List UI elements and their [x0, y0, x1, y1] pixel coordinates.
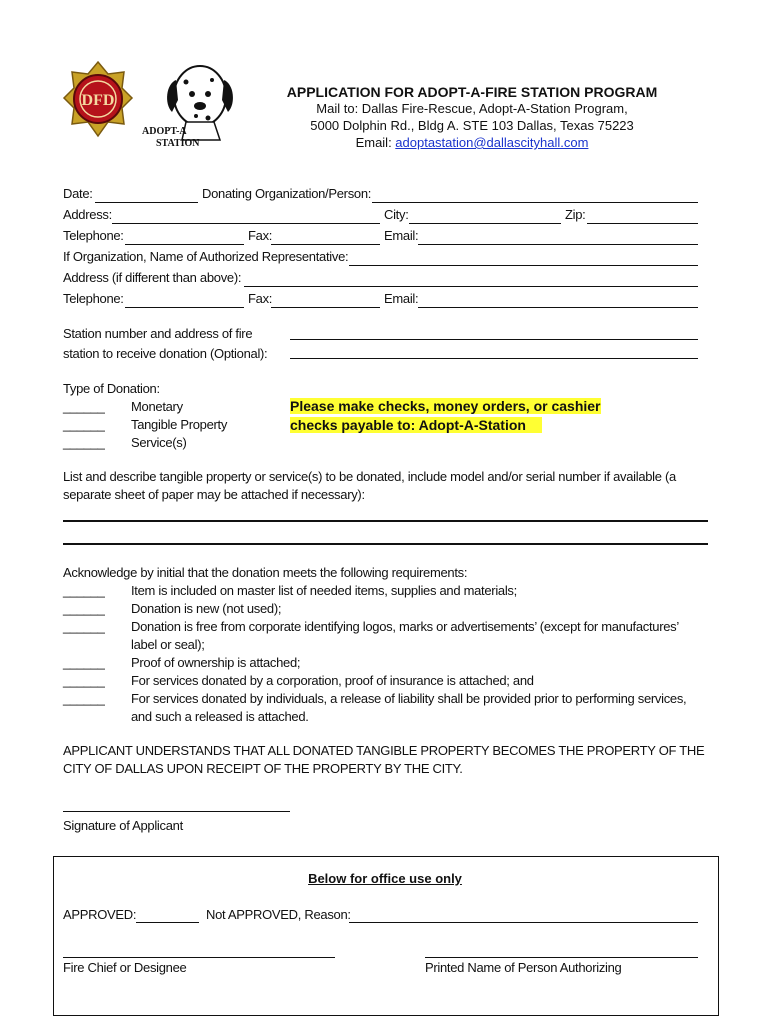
describe-field-1[interactable]: [63, 520, 708, 522]
acknowledge-intro: Acknowledge by initial that the donation meets the following requirements:: [63, 565, 468, 580]
fire-chief-signature-field[interactable]: [63, 957, 335, 958]
donating-field[interactable]: [372, 202, 698, 203]
approved-field[interactable]: [136, 922, 199, 923]
approved-label: APPROVED:: [63, 907, 137, 922]
ack-blank-2[interactable]: ______: [63, 601, 105, 616]
monetary-blank[interactable]: ______: [63, 399, 105, 414]
zip-label: Zip:: [565, 207, 586, 222]
svg-text:ADOPT-A: ADOPT-A: [142, 126, 187, 137]
date-label: Date:: [63, 186, 93, 201]
fax2-field[interactable]: [271, 307, 380, 308]
ack-blank-6[interactable]: ______: [63, 691, 105, 706]
payment-notice: [290, 397, 601, 435]
ack-blank-4[interactable]: ______: [63, 655, 105, 670]
address-line: 5000 Dolphin Rd., Bldg A. STE 103 Dallas, Texas 75223: [310, 118, 634, 133]
statement-line-1: APPLICANT UNDERSTANDS THAT ALL DONATED TANGIBLE PROPERTY BECOMES THE PROPERTY OF THE: [63, 743, 705, 758]
ack-blank-3[interactable]: ______: [63, 619, 105, 634]
ack-item-6: For services donated by individuals, a release of liability shall be provided prior to performing services,: [131, 691, 687, 706]
city-field[interactable]: [409, 223, 561, 224]
services-option: Service(s): [131, 435, 187, 450]
telephone2-label: Telephone:: [63, 291, 124, 306]
svg-text:DFD: DFD: [81, 92, 115, 109]
address-alt-label: Address (if different than above):: [63, 270, 242, 285]
adopt-a-station-logo: [138, 60, 238, 152]
station-field-2[interactable]: [290, 358, 698, 359]
svg-text:STATION: STATION: [156, 138, 200, 149]
tangible-option: Tangible Property: [131, 417, 228, 432]
office-heading: Below for office use only: [308, 871, 462, 886]
payment-notice-line-1: Please make checks, money orders, or cashier: [290, 398, 601, 414]
fax2-label: Fax:: [248, 291, 273, 306]
station-field-1[interactable]: [290, 339, 698, 340]
zip-field[interactable]: [587, 223, 698, 224]
not-approved-label: Not APPROVED, Reason:: [206, 907, 351, 922]
tangible-blank[interactable]: ______: [63, 417, 105, 432]
printed-name-label: Printed Name of Person Authorizing: [425, 960, 622, 975]
ack-item-4: Proof of ownership is attached;: [131, 655, 301, 670]
signature-field[interactable]: [63, 811, 290, 812]
telephone-field[interactable]: [125, 244, 244, 245]
address-label: Address:: [63, 207, 112, 222]
email2-label: Email:: [384, 291, 419, 306]
printed-name-field[interactable]: [425, 957, 698, 958]
dfd-logo: [62, 60, 134, 140]
address-alt-field[interactable]: [244, 286, 698, 287]
station-label-2: station to receive donation (Optional):: [63, 346, 268, 361]
email-field[interactable]: [418, 244, 698, 245]
ack-item-3-cont: label or seal);: [131, 637, 205, 652]
rep-field[interactable]: [349, 265, 698, 266]
payment-notice-line-2: checks payable to: Adopt-A-Station: [290, 417, 542, 433]
address-field[interactable]: [112, 223, 380, 224]
telephone-label: Telephone:: [63, 228, 124, 243]
donation-type-label: Type of Donation:: [63, 381, 160, 396]
date-field[interactable]: [95, 202, 198, 203]
city-label: City:: [384, 207, 409, 222]
ack-item-1: Item is included on master list of needed items, supplies and materials;: [131, 583, 517, 598]
fax-field[interactable]: [271, 244, 380, 245]
ack-item-3: Donation is free from corporate identifying logos, marks or advertisements’ (except for manufactures’: [131, 619, 679, 634]
describe-line-2: separate sheet of paper may be attached if necessary):: [63, 487, 365, 502]
telephone2-field[interactable]: [125, 307, 244, 308]
ack-item-5: For services donated by a corporation, proof of insurance is attached; and: [131, 673, 534, 688]
form-title: APPLICATION FOR ADOPT-A-FIRE STATION PROGRAM: [286, 84, 658, 100]
describe-field-2[interactable]: [63, 543, 708, 545]
fax-label: Fax:: [248, 228, 273, 243]
email-label: Email:: [384, 228, 419, 243]
rep-label: If Organization, Name of Authorized Representative:: [63, 249, 349, 264]
ack-blank-1[interactable]: ______: [63, 583, 105, 598]
not-approved-reason-field[interactable]: [349, 922, 698, 923]
ack-item-2: Donation is new (not used);: [131, 601, 282, 616]
email-link[interactable]: adoptastation@dallascityhall.com: [395, 135, 589, 150]
email-line: Email: adoptastation@dallascityhall.com: [355, 135, 589, 150]
donating-label: Donating Organization/Person:: [202, 186, 372, 201]
signature-label: Signature of Applicant: [63, 818, 183, 833]
email2-field[interactable]: [418, 307, 698, 308]
statement-line-2: CITY OF DALLAS UPON RECEIPT OF THE PROPERTY BY THE CITY.: [63, 761, 463, 776]
services-blank[interactable]: ______: [63, 435, 105, 450]
station-label-1: Station number and address of fire: [63, 326, 253, 341]
ack-blank-5[interactable]: ______: [63, 673, 105, 688]
fire-chief-label: Fire Chief or Designee: [63, 960, 187, 975]
describe-line-1: List and describe tangible property or service(s) to be donated, include model and/or serial number if available (a: [63, 469, 676, 484]
monetary-option: Monetary: [131, 399, 183, 414]
mail-line: Mail to: Dallas Fire-Rescue, Adopt-A-Station Program,: [316, 101, 628, 116]
ack-item-6-cont: and such a released is attached.: [131, 709, 309, 724]
